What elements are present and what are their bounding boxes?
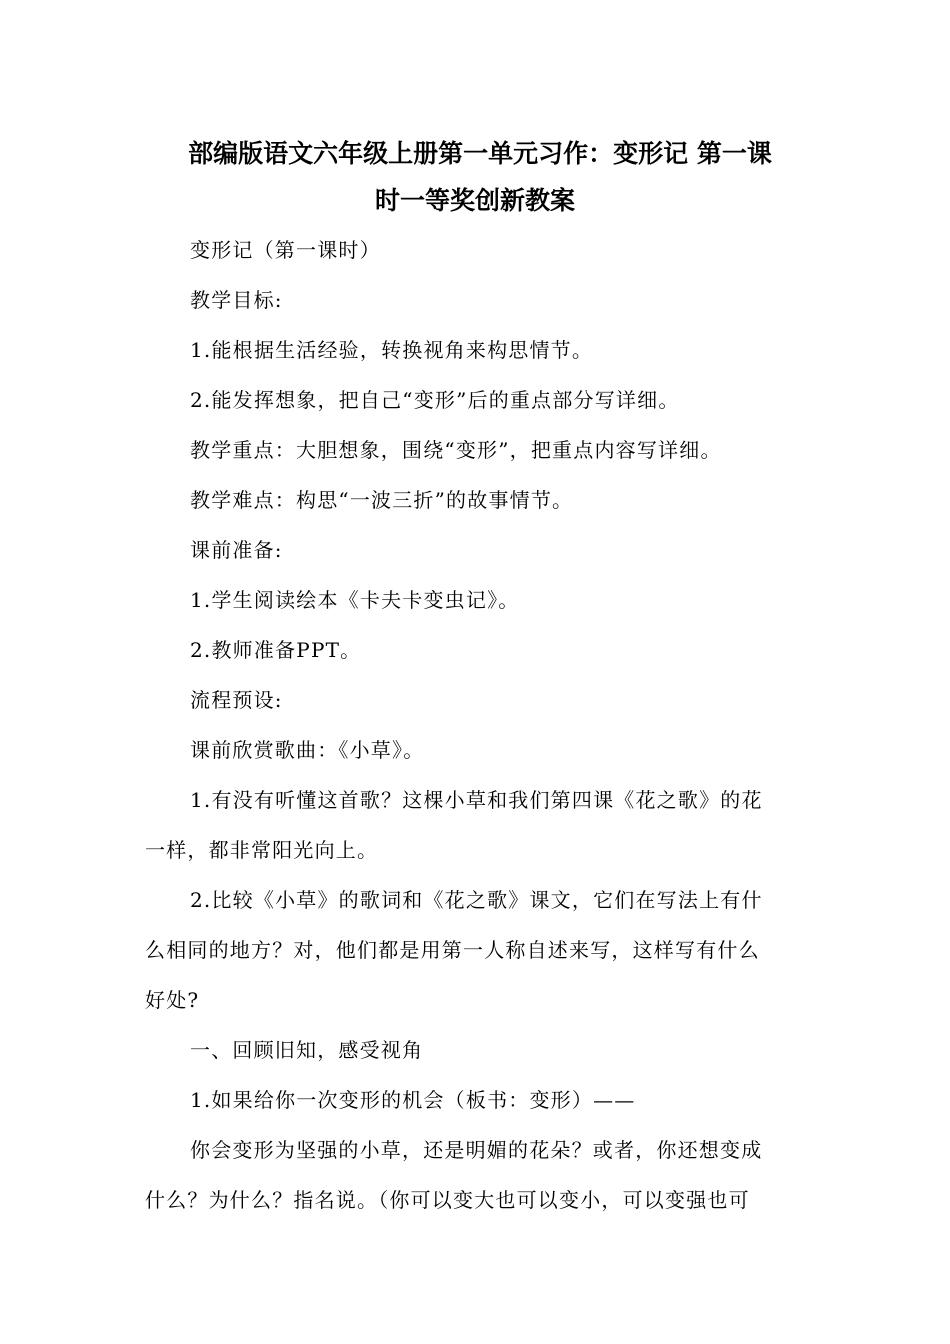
question-2-line-2: 么相同的地方？对，他们都是用第一人称自述来写，这样写有什么 [145,938,760,962]
document-title-line-1: 部编版语文六年级上册第一单元习作：变形记 第一课 [188,139,772,168]
question-1-line-1: 1.有没有听懂这首歌？这棵小草和我们第四课《花之歌》的花 [190,788,763,812]
section-1-heading: 一、回顾旧知，感受视角 [190,1038,424,1062]
objectives-heading: 教学目标: [190,288,283,312]
question-2-line-3: 好处? [145,988,200,1012]
section-1-item-1: 1.如果给你一次变形的机会（板书：变形）—— [190,1088,636,1112]
process-heading: 流程预设: [190,688,283,712]
preparation-item-1: 1.学生阅读绘本《卡夫卡变虫记》。 [190,588,520,612]
paragraph-line-1: 你会变形为坚强的小草，还是明媚的花朵？或者，你还想变成 [190,1138,763,1162]
paragraph-line-2: 什么？为什么？指名说。（你可以变大也可以变小，可以变强也可 [145,1188,750,1212]
preparation-heading: 课前准备: [190,538,283,562]
difficult-points: 教学难点：构思“一波三折”的故事情节。 [190,488,574,512]
objective-item-2: 2.能发挥想象，把自己“变形”后的重点部分写详细。 [190,388,680,412]
pre-class-song: 课前欣赏歌曲：《小草》。 [190,738,425,762]
preparation-item-2: 2.教师准备PPT。 [190,638,362,662]
lesson-heading: 变形记（第一课时） [190,238,381,262]
question-1-line-2: 一样，都非常阳光向上。 [145,838,379,862]
question-2-line-1: 2.比较《小草》的歌词和《花之歌》课文，它们在写法上有什 [190,888,763,912]
objective-item-1: 1.能根据生活经验，转换视角来构思情节。 [190,338,594,362]
key-points: 教学重点：大胆想象，围绕“变形”，把重点内容写详细。 [190,438,722,462]
document-title-line-2: 时一等奖创新教案 [374,186,575,215]
